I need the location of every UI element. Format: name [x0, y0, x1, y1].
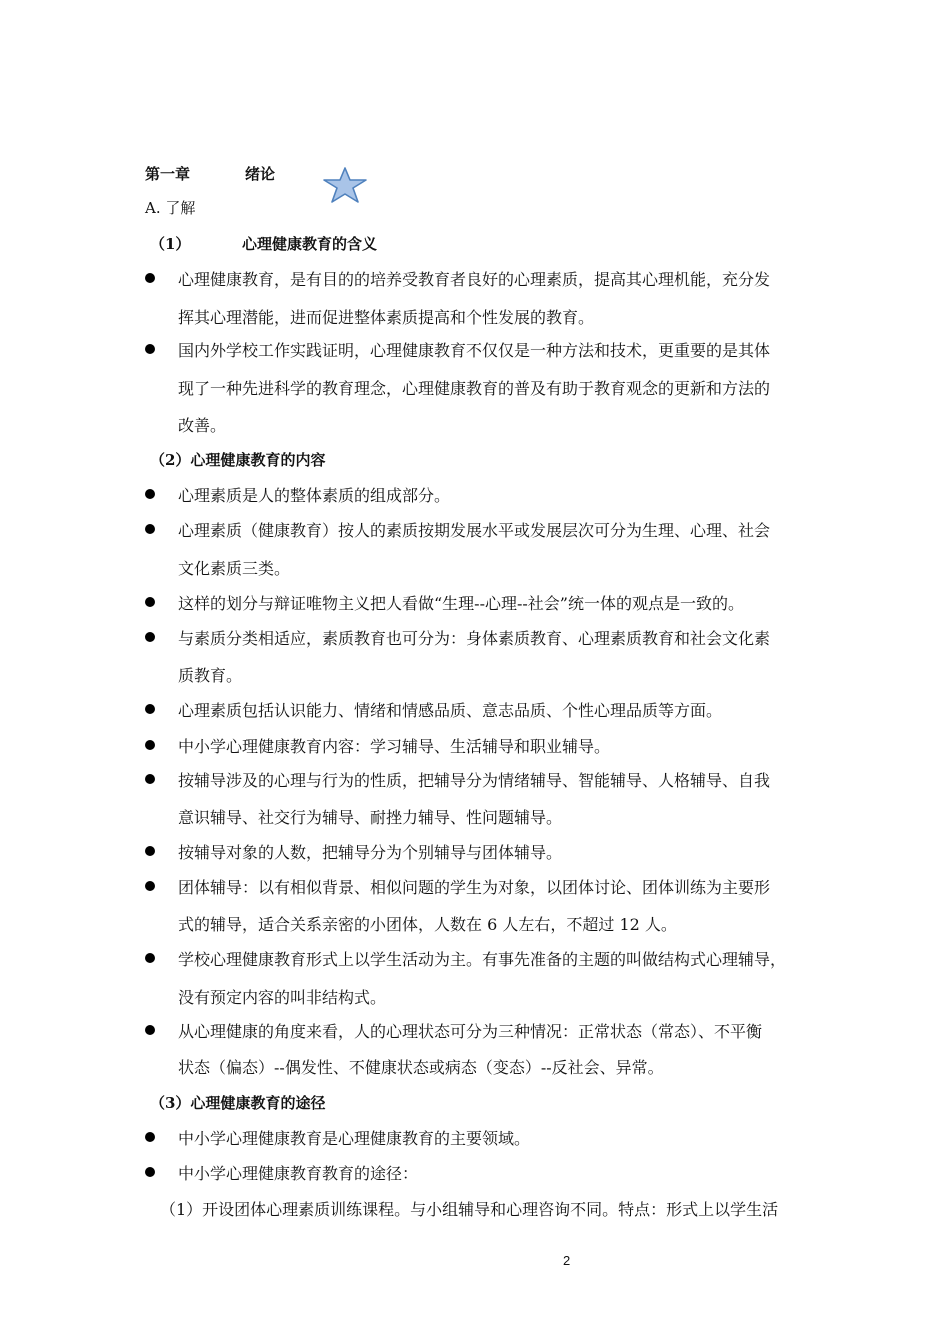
- section-a-heading: A. 了解: [145, 199, 196, 217]
- list-item-line: 意识辅导、社交行为辅导、耐挫力辅导、性问题辅导。: [178, 808, 563, 827]
- list-item-line: 心理素质包括认识能力、情绪和情感品质、意志品质、个性心理品质等方面。: [178, 701, 723, 720]
- page-number: 2: [563, 1253, 571, 1268]
- bullet-icon: [145, 632, 155, 642]
- star-icon: [322, 166, 368, 204]
- list-item-line: 学校心理健康教育形式上以学生活动为主。有事先准备的主题的叫做结构式心理辅导，: [178, 950, 787, 969]
- list-item-line: 式的辅导，适合关系亲密的小团体，人数在 6 人左右，不超过 12 人。: [178, 915, 677, 934]
- bullet-icon: [145, 489, 155, 499]
- bullet-icon: [145, 273, 155, 283]
- bullet-icon: [145, 524, 155, 534]
- bullet-icon: [145, 1132, 155, 1142]
- list-item-line: 文化素质三类。: [178, 559, 291, 578]
- bullet-icon: [145, 846, 155, 856]
- bullet-icon: [145, 344, 155, 354]
- list-item-line: 中小学心理健康教育教育的途径：: [178, 1164, 419, 1183]
- list-item-line: 没有预定内容的叫非结构式。: [178, 988, 387, 1007]
- sub2-heading: （2）心理健康教育的内容: [150, 451, 326, 469]
- bullet-icon: [145, 774, 155, 784]
- sub1-number: （1）: [150, 235, 191, 253]
- bullet-icon: [145, 704, 155, 714]
- list-item-line: 挥其心理潜能，进而促进整体素质提高和个性发展的教育。: [178, 308, 595, 327]
- sub3-heading: （3）心理健康教育的途径: [150, 1094, 326, 1112]
- list-item-line: 从心理健康的角度来看，人的心理状态可分为三种情况：正常状态（常态）、不平衡: [178, 1022, 763, 1041]
- list-item-line: 质教育。: [178, 666, 243, 685]
- list-item-line: 这样的划分与辩证唯物主义把人看做“生理--心理--社会”统一体的观点是一致的。: [178, 594, 744, 613]
- list-item-line: 国内外学校工作实践证明，心理健康教育不仅仅是一种方法和技术，更重要的是其体: [178, 341, 771, 360]
- list-item-line: 中小学心理健康教育内容：学习辅导、生活辅导和职业辅导。: [178, 737, 611, 756]
- sub1-title: 心理健康教育的含义: [242, 235, 378, 253]
- last-paragraph: （1）开设团体心理素质训练课程。与小组辅导和心理咨询不同。特点：形式上以学生活: [160, 1200, 779, 1219]
- bullet-icon: [145, 881, 155, 891]
- list-item-line: 改善。: [178, 416, 227, 435]
- list-item-line: 状态（偏态）--偶发性、不健康状态或病态（变态）--反社会、异常。: [178, 1058, 664, 1077]
- list-item-line: 心理素质（健康教育）按人的素质按期发展水平或发展层次可分为生理、心理、社会: [178, 521, 771, 540]
- bullet-icon: [145, 740, 155, 750]
- list-item-line: 现了一种先进科学的教育理念，心理健康教育的普及有助于教育观念的更新和方法的: [178, 379, 771, 398]
- list-item-line: 按辅导对象的人数，把辅导分为个别辅导与团体辅导。: [178, 843, 563, 862]
- bullet-icon: [145, 1025, 155, 1035]
- list-item-line: 团体辅导：以有相似背景、相似问题的学生为对象，以团体讨论、团体训练为主要形: [178, 878, 771, 897]
- list-item-line: 中小学心理健康教育是心理健康教育的主要领域。: [178, 1129, 531, 1148]
- bullet-icon: [145, 953, 155, 963]
- chapter-label: 第一章: [145, 165, 191, 183]
- list-item-line: 心理健康教育，是有目的的培养受教育者良好的心理素质，提高其心理机能，充分发: [178, 270, 771, 289]
- chapter-title: 绪论: [245, 165, 276, 183]
- bullet-icon: [145, 597, 155, 607]
- bullet-icon: [145, 1167, 155, 1177]
- list-item-line: 与素质分类相适应，素质教育也可分为：身体素质教育、心理素质教育和社会文化素: [178, 629, 771, 648]
- list-item-line: 按辅导涉及的心理与行为的性质，把辅导分为情绪辅导、智能辅导、人格辅导、自我: [178, 771, 771, 790]
- list-item-line: 心理素质是人的整体素质的组成部分。: [178, 486, 451, 505]
